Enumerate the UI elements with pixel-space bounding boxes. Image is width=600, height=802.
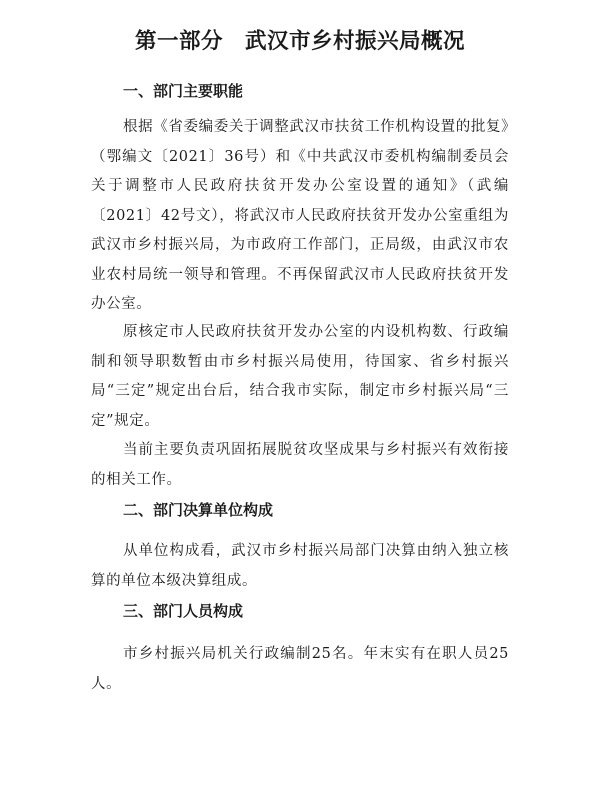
section-heading-functions: 一、部门主要职能: [123, 82, 244, 100]
paragraph-functions-1: 根据《省委编委关于调整武汉市扶贫工作机构设置的批复》（鄂编文〔2021〕36号）和《中共武汉市委机构编制委员会关于调整市人民政府扶贫开发办公室设置的通知》（武编〔2021〕42号文），将武汉市人民政府扶贫开发办公室重组为武汉市乡村振兴局，为市政府工作部门，正局级，由武汉市农业农村局统一领导和管理。不再保留武汉市人民政府扶贫开发办公室。: [91, 119, 509, 312]
section-heading-units: 二、部门决算单位构成: [123, 501, 274, 519]
paragraph-functions-3: 当前主要负责巩固拓展脱贫攻坚成果与乡村振兴有效衔接的相关工作。: [91, 442, 509, 488]
paragraph-units-1: 从单位构成看，武汉市乡村振兴局部门决算由纳入独立核算的单位本级决算组成。: [91, 543, 509, 589]
paragraph-functions-2: 原核定市人民政府扶贫开发办公室的内设机构数、行政编制和领导职数暂由市乡村振兴局使用，待国家、省乡村振兴局“三定”规定出台后，结合我市实际，制定市乡村振兴局“三定”规定。: [91, 324, 509, 429]
paragraph-staff-1: 市乡村振兴局机关行政编制25名。年末实有在职人员25人。: [91, 646, 509, 692]
section-heading-staff: 三、部门人员构成: [123, 602, 244, 620]
page-title: 第一部分 武汉市乡村振兴局概况: [134, 29, 465, 54]
